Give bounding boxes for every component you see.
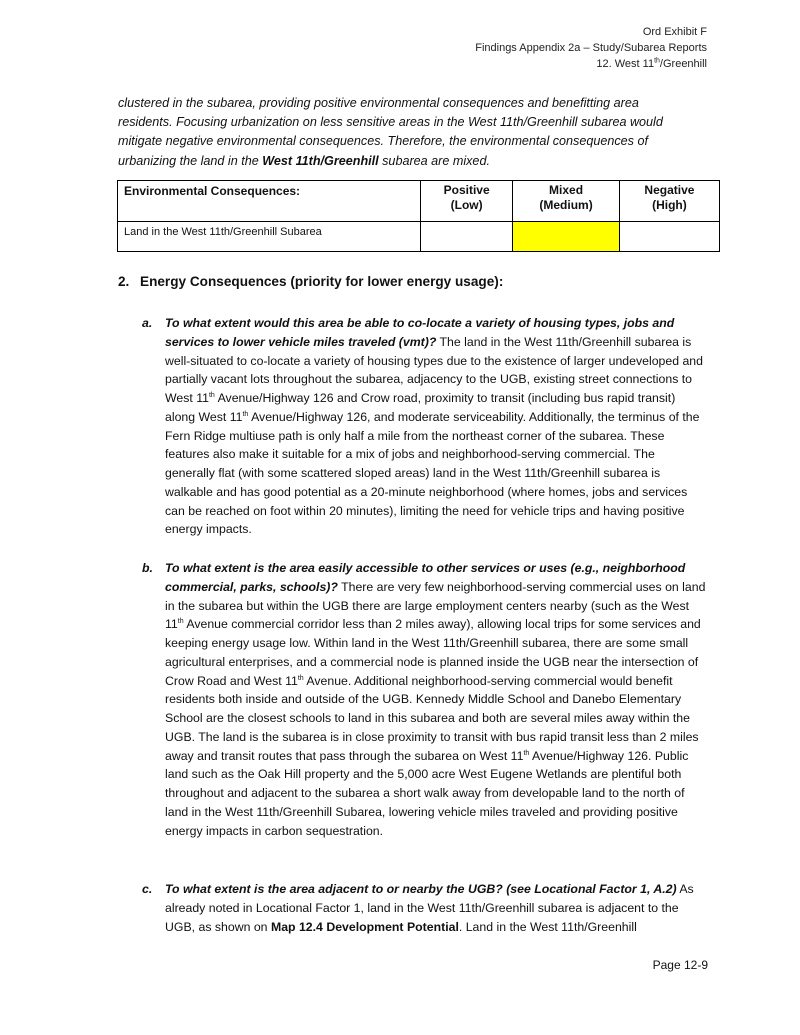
map-reference: Map 12.4 Development Potential [270,919,459,934]
cell-negative [619,222,719,252]
table-header-positive: Positive (Low) [421,181,513,222]
table-header-mixed: Mixed (Medium) [513,181,620,222]
table-row [118,222,720,252]
table-header-row [118,181,720,222]
list-item-a: a. To what extent would this area be able to co-locate a variety of housing types, jobs and services to lower vehicle miles traveled (vmt)? The land in the West 11th/Greenhill subarea is well-situated to co-locate a variety of housing types due to the existence of larger undeveloped and partially vacant lots throughout the subarea, adjacency to the UGB, existing street connections to West 11th Avenue/Highway 126 and Crow road, proximity to transit (including bus rapid transit) along West 11th Avenue/Highway 126, and moderate serviceability. Additionally, the terminus of the Fern Ridge multiuse path is only half a mile from the northeast corner of the subarea. These features also make it suitable for a mix of jobs and neighborhood-serving commercial. The generally flat (with some scattered sloped areas) land in the West 11th/Greenhill subarea is walkable and has good potential as a 20-minute neighborhood (where homes, jobs and services can be reached on foot within 20 minutes), limiting the need for vehicle trips and having positive energy impacts. [142,316,703,537]
list-item-b: b. To what extent is the area easily accessible to other services or uses (e.g., neighborhood commercial, parks, schools)? There are very few neighborhood-serving commercial uses on land in the subarea but within the UGB there are large employment centers nearby (such as the West 11th Avenue commercial corridor less than 2 miles away), allowing local trips for some services and keeping energy usage low. Within land in the West 11th/Greenhill subarea, there are some small agricultural enterprises, and a commercial node is planned inside the UGB near the intersection of Crow Road and West 11th Avenue. Additional neighborhood-serving commercial would benefit residents both inside and outside of the UGB. Kennedy Middle School and Danebo Elementary School are the closest schools to land in this subarea and both are several miles away within the UGB. The land is the subarea is in close proximity to transit with bus rapid transit less than 2 miles away and transit routes that pass through the subarea on West 11th Avenue/Highway 126. Public land such as the Oak Hill property and the 5,000 acre West Eugene Wetlands are plentiful both throughout and adjacent to the subarea a short walk away from developable land to the north of land in the West 11th/Greenhill Subarea, lowering vehicle miles traveled and providing positive energy impacts in carbon sequestration. [142,561,706,838]
table-header-negative: Negative (High) [619,181,719,222]
intro-paragraph: clustered in the subarea, providing positive environmental consequences and benefitting area residents. Focusing urbanization on less sensitive areas in the West 11th/Greenhill subarea would mitigate negative environmental consequences. Therefore, the environmental consequences of urbanizing the land in the West 11th/Greenhill subarea are mixed. [118,96,663,168]
header-subarea: 12. West 11th/Greenhill [596,57,707,70]
cell-positive [421,222,513,252]
table-header-label: Environmental Consequences: [118,181,421,222]
page-number: Page 12-9 [652,958,708,972]
table-row-label: Land in the West 11th/Greenhill Subarea [118,222,421,252]
page-header [475,24,707,72]
cell-mixed-selected [513,222,620,252]
header-exhibit: Ord Exhibit F [642,26,707,38]
list-item-c: c. To what extent is the area adjacent to or nearby the UGB? (see Locational Factor 1, A.2) As already noted in Locational Factor 1, land in the West 11th/Greenhill subarea is adjacent to the UGB, as shown on Map 12.4 Development Potential. Land in the West 11th/Greenhill [142,882,694,934]
section-heading: 2. Energy Consequences (priority for lower energy usage): [118,274,504,289]
header-appendix: Findings Appendix 2a – Study/Subarea Reports [475,42,707,54]
environmental-consequences-table [117,180,720,252]
